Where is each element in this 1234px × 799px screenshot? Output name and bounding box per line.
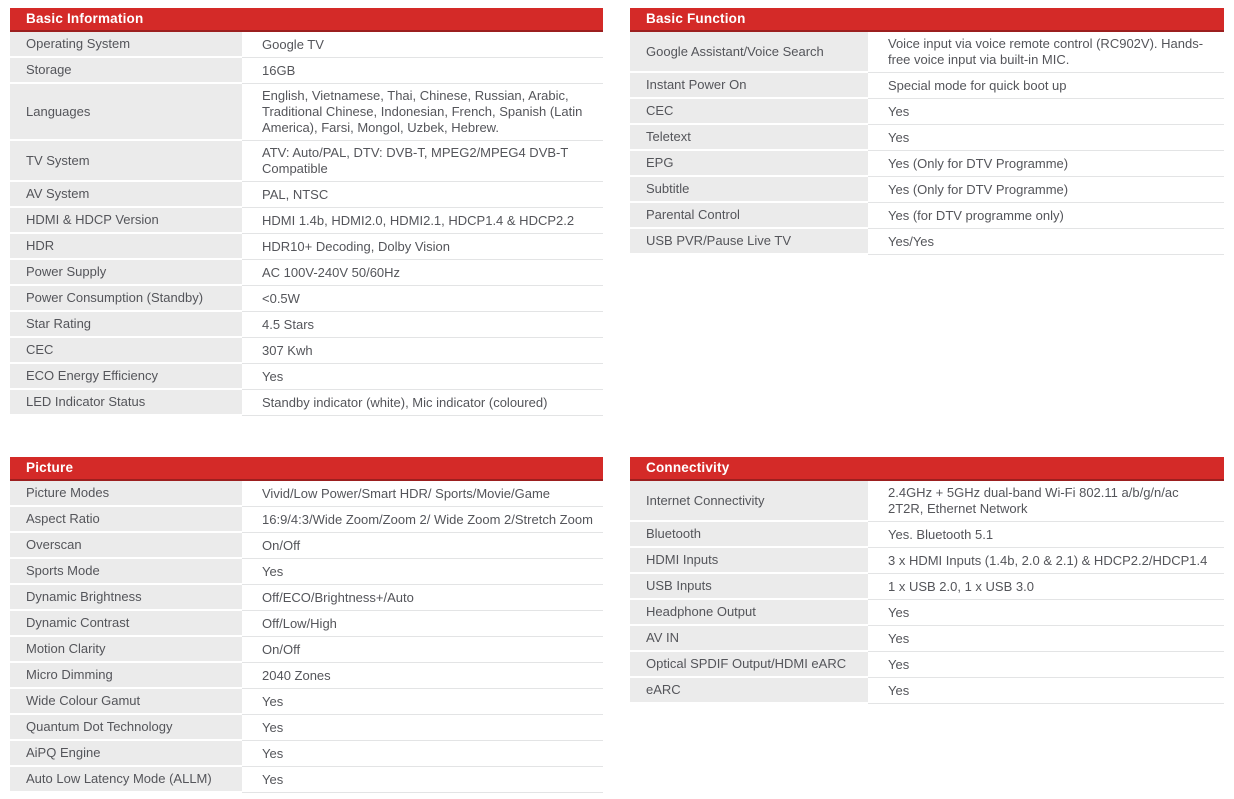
spec-row <box>10 312 603 338</box>
spec-label: AiPQ Engine <box>10 741 242 767</box>
spec-value: Yes <box>868 626 1224 652</box>
spec-row <box>10 58 603 84</box>
spec-label: CEC <box>630 99 868 125</box>
section-title-basic-function: Basic Function <box>630 8 1224 32</box>
spec-label: Subtitle <box>630 177 868 203</box>
section-title-picture: Picture <box>10 457 603 481</box>
section-connectivity <box>630 457 1224 704</box>
spec-row <box>630 125 1224 151</box>
spec-label: eARC <box>630 678 868 704</box>
spec-label: HDMI Inputs <box>630 548 868 574</box>
spec-row <box>630 522 1224 548</box>
spec-value: Yes <box>868 125 1224 151</box>
spec-row <box>10 507 603 533</box>
spec-value: Off/ECO/Brightness+/Auto <box>242 585 603 611</box>
spec-label: USB PVR/Pause Live TV <box>630 229 868 255</box>
section-basic-function <box>630 8 1224 255</box>
spec-label: AV IN <box>630 626 868 652</box>
spec-value: 16:9/4:3/Wide Zoom/Zoom 2/ Wide Zoom 2/Stretch Zoom <box>242 507 603 533</box>
spec-row <box>10 84 603 141</box>
spec-value: On/Off <box>242 533 603 559</box>
spec-label: Storage <box>10 58 242 84</box>
spec-value: 307 Kwh <box>242 338 603 364</box>
spec-row <box>10 208 603 234</box>
spec-value: Yes <box>242 689 603 715</box>
spec-label: HDR <box>10 234 242 260</box>
spec-row <box>10 715 603 741</box>
spec-value: 4.5 Stars <box>242 312 603 338</box>
spec-row <box>630 32 1224 73</box>
spec-row <box>10 234 603 260</box>
spec-label: Headphone Output <box>630 600 868 626</box>
spec-value: AC 100V-240V 50/60Hz <box>242 260 603 286</box>
spec-row <box>10 689 603 715</box>
spec-label: ECO Energy Efficiency <box>10 364 242 390</box>
spec-value: ATV: Auto/PAL, DTV: DVB-T, MPEG2/MPEG4 DVB-T Compatible <box>242 141 603 182</box>
spec-value: <0.5W <box>242 286 603 312</box>
spec-label: AV System <box>10 182 242 208</box>
spec-label: Micro Dimming <box>10 663 242 689</box>
spec-label: TV System <box>10 141 242 182</box>
spec-row <box>10 767 603 793</box>
section-basic-information <box>10 8 603 416</box>
spec-value: HDR10+ Decoding, Dolby Vision <box>242 234 603 260</box>
spec-value: Yes <box>242 741 603 767</box>
section-title-basic-information: Basic Information <box>10 8 603 32</box>
section-picture <box>10 457 603 793</box>
spec-row <box>630 151 1224 177</box>
spec-row <box>630 652 1224 678</box>
spec-row <box>10 741 603 767</box>
spec-label: Google Assistant/Voice Search <box>630 32 868 73</box>
spec-value: Yes <box>868 99 1224 125</box>
spec-label: Power Consumption (Standby) <box>10 286 242 312</box>
spec-value: 2.4GHz + 5GHz dual-band Wi-Fi 802.11 a/b/g/n/ac 2T2R, Ethernet Network <box>868 481 1224 522</box>
spec-row <box>630 203 1224 229</box>
spec-value: 16GB <box>242 58 603 84</box>
spec-value: Yes <box>868 600 1224 626</box>
spec-value: Standby indicator (white), Mic indicator (coloured) <box>242 390 603 416</box>
spec-value: PAL, NTSC <box>242 182 603 208</box>
spec-label: Motion Clarity <box>10 637 242 663</box>
spec-label: Auto Low Latency Mode (ALLM) <box>10 767 242 793</box>
spec-label: Picture Modes <box>10 481 242 507</box>
spec-value: HDMI 1.4b, HDMI2.0, HDMI2.1, HDCP1.4 & HDCP2.2 <box>242 208 603 234</box>
spec-label: HDMI & HDCP Version <box>10 208 242 234</box>
spec-label: EPG <box>630 151 868 177</box>
spec-value: Voice input via voice remote control (RC902V). Hands-free voice input via built-in MIC. <box>868 32 1224 73</box>
spec-label: Dynamic Contrast <box>10 611 242 637</box>
spec-label: Optical SPDIF Output/HDMI eARC <box>630 652 868 678</box>
spec-label: Overscan <box>10 533 242 559</box>
spec-row <box>10 390 603 416</box>
spec-value: Vivid/Low Power/Smart HDR/ Sports/Movie/Game <box>242 481 603 507</box>
spec-value: Yes <box>242 364 603 390</box>
spec-value: 3 x HDMI Inputs (1.4b, 2.0 & 2.1) & HDCP2.2/HDCP1.4 <box>868 548 1224 574</box>
spec-row <box>630 99 1224 125</box>
spec-label: Star Rating <box>10 312 242 338</box>
spec-label: Wide Colour Gamut <box>10 689 242 715</box>
spec-row <box>10 141 603 182</box>
spec-row <box>10 481 603 507</box>
spec-value: Yes (for DTV programme only) <box>868 203 1224 229</box>
spec-value: Yes <box>868 678 1224 704</box>
spec-row <box>10 182 603 208</box>
spec-row <box>630 678 1224 704</box>
spec-value: Yes <box>242 715 603 741</box>
spec-value: Yes <box>868 652 1224 678</box>
spec-row <box>10 611 603 637</box>
spec-label: Quantum Dot Technology <box>10 715 242 741</box>
spec-row <box>10 585 603 611</box>
spec-label: CEC <box>10 338 242 364</box>
spec-value: Yes <box>242 767 603 793</box>
spec-row <box>10 338 603 364</box>
spec-value: Yes/Yes <box>868 229 1224 255</box>
spec-row <box>10 364 603 390</box>
spec-label: Teletext <box>630 125 868 151</box>
spec-value: Yes (Only for DTV Programme) <box>868 151 1224 177</box>
spec-value: 1 x USB 2.0, 1 x USB 3.0 <box>868 574 1224 600</box>
spec-row <box>630 177 1224 203</box>
spec-row <box>10 637 603 663</box>
spec-label: Dynamic Brightness <box>10 585 242 611</box>
spec-label: Sports Mode <box>10 559 242 585</box>
spec-label: Power Supply <box>10 260 242 286</box>
spec-value: English, Vietnamese, Thai, Chinese, Russian, Arabic, Traditional Chinese, Indonesian, French, Spanish (Latin America), Farsi, Mongol, Uzbek, Hebrew. <box>242 84 603 141</box>
spec-value: Special mode for quick boot up <box>868 73 1224 99</box>
spec-label: Languages <box>10 84 242 141</box>
spec-label: Internet Connectivity <box>630 481 868 522</box>
spec-value: Yes (Only for DTV Programme) <box>868 177 1224 203</box>
spec-row <box>10 32 603 58</box>
spec-label: LED Indicator Status <box>10 390 242 416</box>
spec-row <box>10 559 603 585</box>
spec-label: Aspect Ratio <box>10 507 242 533</box>
spec-row <box>10 286 603 312</box>
spec-value: Yes <box>242 559 603 585</box>
spec-value: Yes. Bluetooth 5.1 <box>868 522 1224 548</box>
spec-row <box>630 229 1224 255</box>
spec-label: Parental Control <box>630 203 868 229</box>
spec-value: Google TV <box>242 32 603 58</box>
spec-value: Off/Low/High <box>242 611 603 637</box>
spec-row <box>630 574 1224 600</box>
spec-row <box>10 663 603 689</box>
spec-row <box>10 533 603 559</box>
spec-label: Instant Power On <box>630 73 868 99</box>
spec-value: On/Off <box>242 637 603 663</box>
spec-row <box>630 626 1224 652</box>
spec-row <box>630 481 1224 522</box>
spec-label: Bluetooth <box>630 522 868 548</box>
spec-label: Operating System <box>10 32 242 58</box>
spec-label: USB Inputs <box>630 574 868 600</box>
spec-row <box>630 600 1224 626</box>
spec-row <box>630 73 1224 99</box>
spec-value: 2040 Zones <box>242 663 603 689</box>
section-title-connectivity: Connectivity <box>630 457 1224 481</box>
spec-row <box>10 260 603 286</box>
spec-row <box>630 548 1224 574</box>
